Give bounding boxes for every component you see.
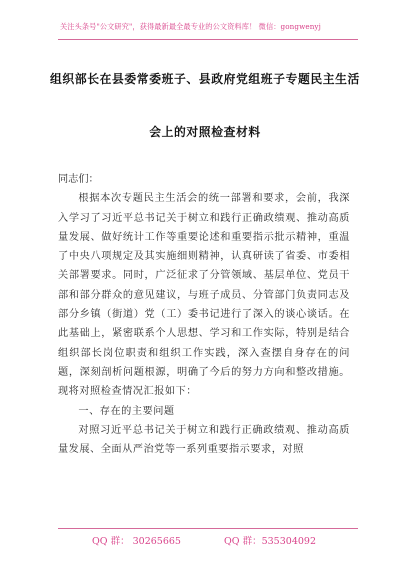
footer [0, 533, 408, 547]
section-heading-1: 一、存在的主要问题 [78, 405, 175, 417]
paragraph-section-1: 对照习近平总书记关于树立和践行正确政绩观、推动高质量发展、全面从严治党等一系列重要指示要求，对照 [58, 424, 350, 456]
footer-qq-group-2: QQ 群：535304092 [224, 536, 316, 547]
footer-divider [58, 528, 358, 529]
document-title-line-1: 组织部长在县委常委班子、县政府党组班子专题民主生活 [50, 72, 360, 86]
header-note: 关注头条号"公文研究"，获得最新最全最专业的公文资料库！ 微信：gongwenyj [60, 22, 321, 31]
salutation: 同志们： [58, 174, 99, 185]
document-body [58, 170, 350, 459]
paragraph-intro: 根据本次专题民主生活会的统一部署和要求，会前，我深入学习了习近平总书记关于树立和践行正确政绩观、推动高质量发展、做好统计工作等重要论述和重要指示批示精神，重温了中央八项规定及其实施细则精神，认真研读了省委、市委相关部署要求。同时，广泛征求了分管领域、基层单位、党员干部和部分群众的意见建议，与班子成员、分管部门负责同志及部分乡镇（街道）党（工）委书记进行了深入的谈心谈话。在此基础上，紧密联系个人思想、学习和工作实际，特别是结合组织部长岗位职责和组织工作实践，深入查摆自身存在的问题，深刻剖析问题根源，明确了今后的努力方向和整改措施。现将对照检查情况汇报如下： [58, 193, 350, 398]
footer-qq-group-1: QQ 群： 30265665 [91, 536, 181, 547]
document-title-line-2: 会上的对照检查材料 [149, 125, 261, 139]
header-divider [58, 39, 358, 40]
